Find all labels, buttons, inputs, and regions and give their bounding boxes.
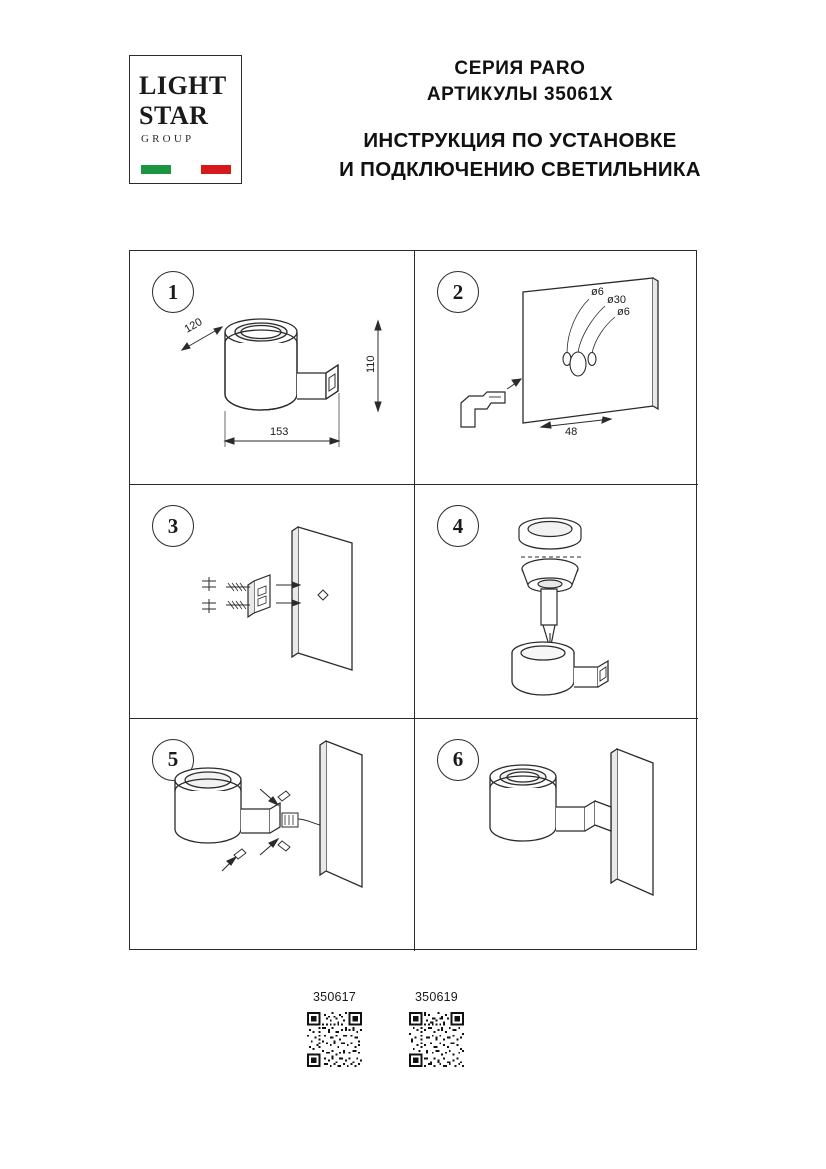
title-block [260, 56, 780, 184]
step-1-illustration [130, 251, 414, 484]
document-header [0, 46, 826, 196]
step-cell-6 [414, 718, 698, 951]
product-code-label: 350619 [415, 990, 458, 1004]
step-cell-3 [130, 484, 414, 717]
series-line: СЕРИЯ PARO [454, 58, 586, 79]
logo-text-star: STAR [139, 101, 209, 130]
step-2-illustration [415, 251, 698, 484]
dim-width-label: 153 [270, 426, 289, 438]
italian-flag-icon [141, 165, 231, 174]
step-cell-5 [130, 718, 414, 951]
product-entry-350619 [409, 990, 464, 1067]
product-codes-footer [129, 980, 697, 1100]
step-3-illustration [130, 485, 414, 717]
qr-code-350617[interactable] [307, 1012, 362, 1067]
step-5-illustration [130, 719, 414, 951]
brand-logo [129, 55, 242, 184]
product-code-label: 350617 [313, 990, 356, 1004]
wall-width-label: 48 [565, 426, 578, 438]
dim-height-label: 110 [365, 355, 377, 373]
logo-text-light: LIGHT [139, 71, 227, 100]
step-cell-2 [414, 251, 698, 484]
step-number-3: 3 [152, 505, 194, 547]
logo-text-group: GROUP [141, 133, 195, 145]
step-4-illustration [415, 485, 698, 717]
step-number-5: 5 [152, 739, 194, 781]
step-number-6: 6 [437, 739, 479, 781]
step-cell-4 [414, 484, 698, 717]
hole-top-label: ø6 [591, 286, 604, 298]
hole-mid-label: ø30 [607, 294, 626, 306]
installation-steps-grid [129, 250, 697, 950]
step-number-1: 1 [152, 271, 194, 313]
instruction-line-1: ИНСТРУКЦИЯ ПО УСТАНОВКЕ [363, 129, 677, 152]
step-number-4: 4 [437, 505, 479, 547]
hole-bottom-label: ø6 [617, 306, 630, 318]
step-cell-1 [130, 251, 414, 484]
product-entry-350617 [307, 990, 362, 1067]
instruction-line-2: И ПОДКЛЮЧЕНИЮ СВЕТИЛЬНИКА [339, 158, 701, 181]
article-line: АРТИКУЛЫ 35061X [426, 84, 614, 105]
step-6-illustration [415, 719, 698, 951]
step-number-2: 2 [437, 271, 479, 313]
qr-code-350619[interactable] [409, 1012, 464, 1067]
dim-depth-label: 120 [182, 316, 205, 336]
